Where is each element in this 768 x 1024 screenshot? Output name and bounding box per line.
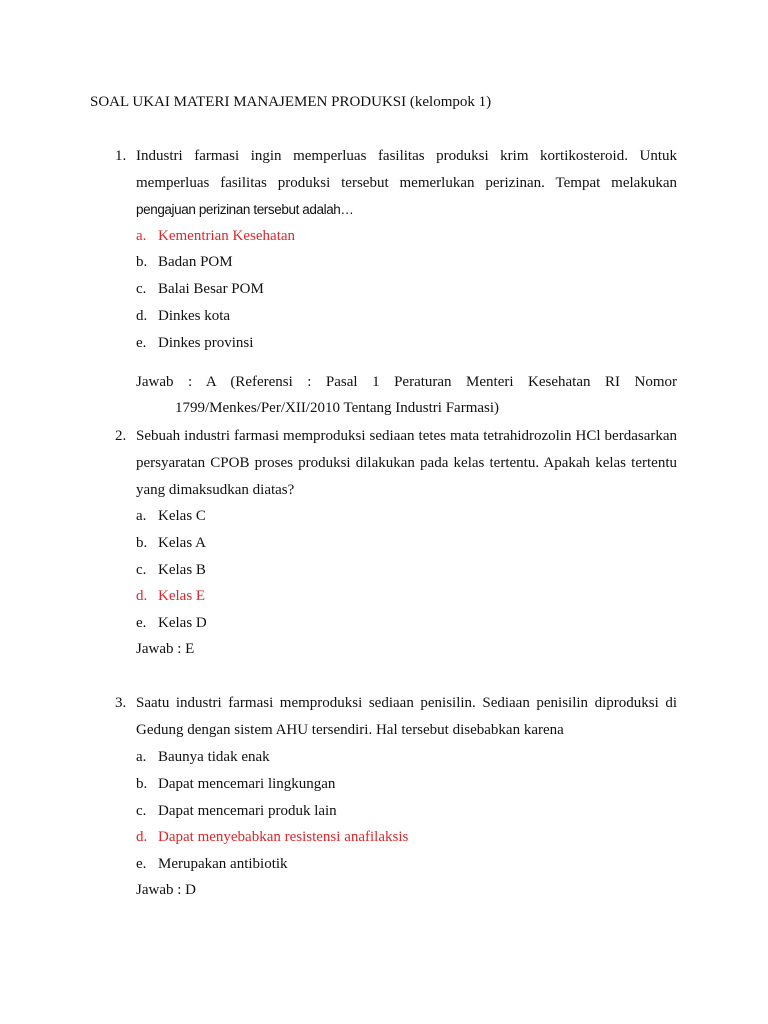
- option-d: [136, 587, 205, 605]
- question-number: 1.: [115, 148, 127, 164]
- option-letter: a.: [136, 228, 147, 244]
- option-text: Baunya tidak enak: [158, 749, 270, 765]
- option-letter: b.: [136, 776, 148, 792]
- answer-text: Jawab : D: [136, 882, 196, 898]
- option-letter: b.: [136, 254, 148, 270]
- document-title: SOAL UKAI MATERI MANAJEMEN PRODUKSI (kelompok 1): [90, 94, 492, 110]
- option-b: [136, 534, 206, 552]
- question-text: memperluas fasilitas produksi tersebut memerlukan perizinan. Tempat melakukan: [136, 175, 677, 191]
- option-b: [136, 775, 335, 793]
- option-letter: c.: [136, 281, 147, 297]
- option-text: Dapat mencemari produk lain: [158, 803, 337, 819]
- option-letter: a.: [136, 508, 147, 524]
- option-c: [136, 802, 337, 820]
- option-letter: d.: [136, 308, 148, 324]
- option-letter: b.: [136, 535, 148, 551]
- option-a: [136, 227, 295, 245]
- answer-text: Jawab : E: [136, 641, 195, 657]
- question-number: 2.: [115, 428, 127, 444]
- option-text: Dinkes kota: [158, 308, 231, 324]
- option-letter: c.: [136, 562, 147, 578]
- question-text: yang dimaksudkan diatas?: [136, 482, 295, 498]
- option-text: Dinkes provinsi: [158, 335, 254, 351]
- answer-text: 1799/Menkes/Per/XII/2010 Tentang Industri Farmasi): [175, 400, 500, 416]
- option-text: Merupakan antibiotik: [158, 856, 288, 872]
- option-text: Kelas E: [158, 588, 206, 604]
- option-letter: d.: [136, 588, 148, 604]
- option-text: Dapat menyebabkan resistensi anafilaksis: [158, 829, 409, 845]
- option-a: [136, 507, 206, 525]
- question-text: Gedung dengan sistem AHU tersendiri. Hal tersebut disebabkan karena: [136, 722, 564, 738]
- option-b: [136, 253, 233, 271]
- option-d: [136, 307, 230, 325]
- question-text: Saatu industri farmasi memproduksi sediaan penisilin. Sediaan penisilin diproduksi di: [136, 695, 677, 711]
- option-e: [136, 855, 288, 873]
- option-text: Kelas D: [158, 615, 207, 631]
- option-letter: a.: [136, 749, 147, 765]
- option-c: [136, 280, 264, 298]
- option-c: [136, 561, 206, 579]
- option-letter: c.: [136, 803, 147, 819]
- option-letter: d.: [136, 829, 148, 845]
- option-text: Kelas A: [158, 535, 206, 551]
- option-text: Kelas B: [158, 562, 206, 578]
- option-text: Dapat mencemari lingkungan: [158, 776, 336, 792]
- option-letter: e.: [136, 856, 147, 872]
- question-text: Industri farmasi ingin memperluas fasilitas produksi krim kortikosteroid. Untuk: [136, 148, 677, 164]
- option-d: [136, 828, 408, 846]
- option-text: Badan POM: [158, 254, 233, 270]
- answer-text: Jawab : A (Referensi : Pasal 1 Peraturan Menteri Kesehatan RI Nomor: [136, 374, 677, 390]
- option-a: [136, 748, 270, 766]
- option-text: Balai Besar POM: [158, 281, 264, 297]
- option-e: [136, 334, 253, 352]
- question-number: 3.: [115, 695, 127, 711]
- question-text: persyaratan CPOB proses produksi dilakukan pada kelas tertentu. Apakah kelas tertentu: [136, 455, 677, 471]
- option-text: Kementrian Kesehatan: [158, 228, 296, 244]
- question-text: Sebuah industri farmasi memproduksi sediaan tetes mata tetrahidrozolin HCl berdasarkan: [136, 428, 677, 444]
- option-e: [136, 614, 207, 632]
- option-text: Kelas C: [158, 508, 206, 524]
- option-letter: e.: [136, 615, 147, 631]
- option-letter: e.: [136, 335, 147, 351]
- question-text: pengajuan perizinan tersebut adalah…: [136, 202, 354, 217]
